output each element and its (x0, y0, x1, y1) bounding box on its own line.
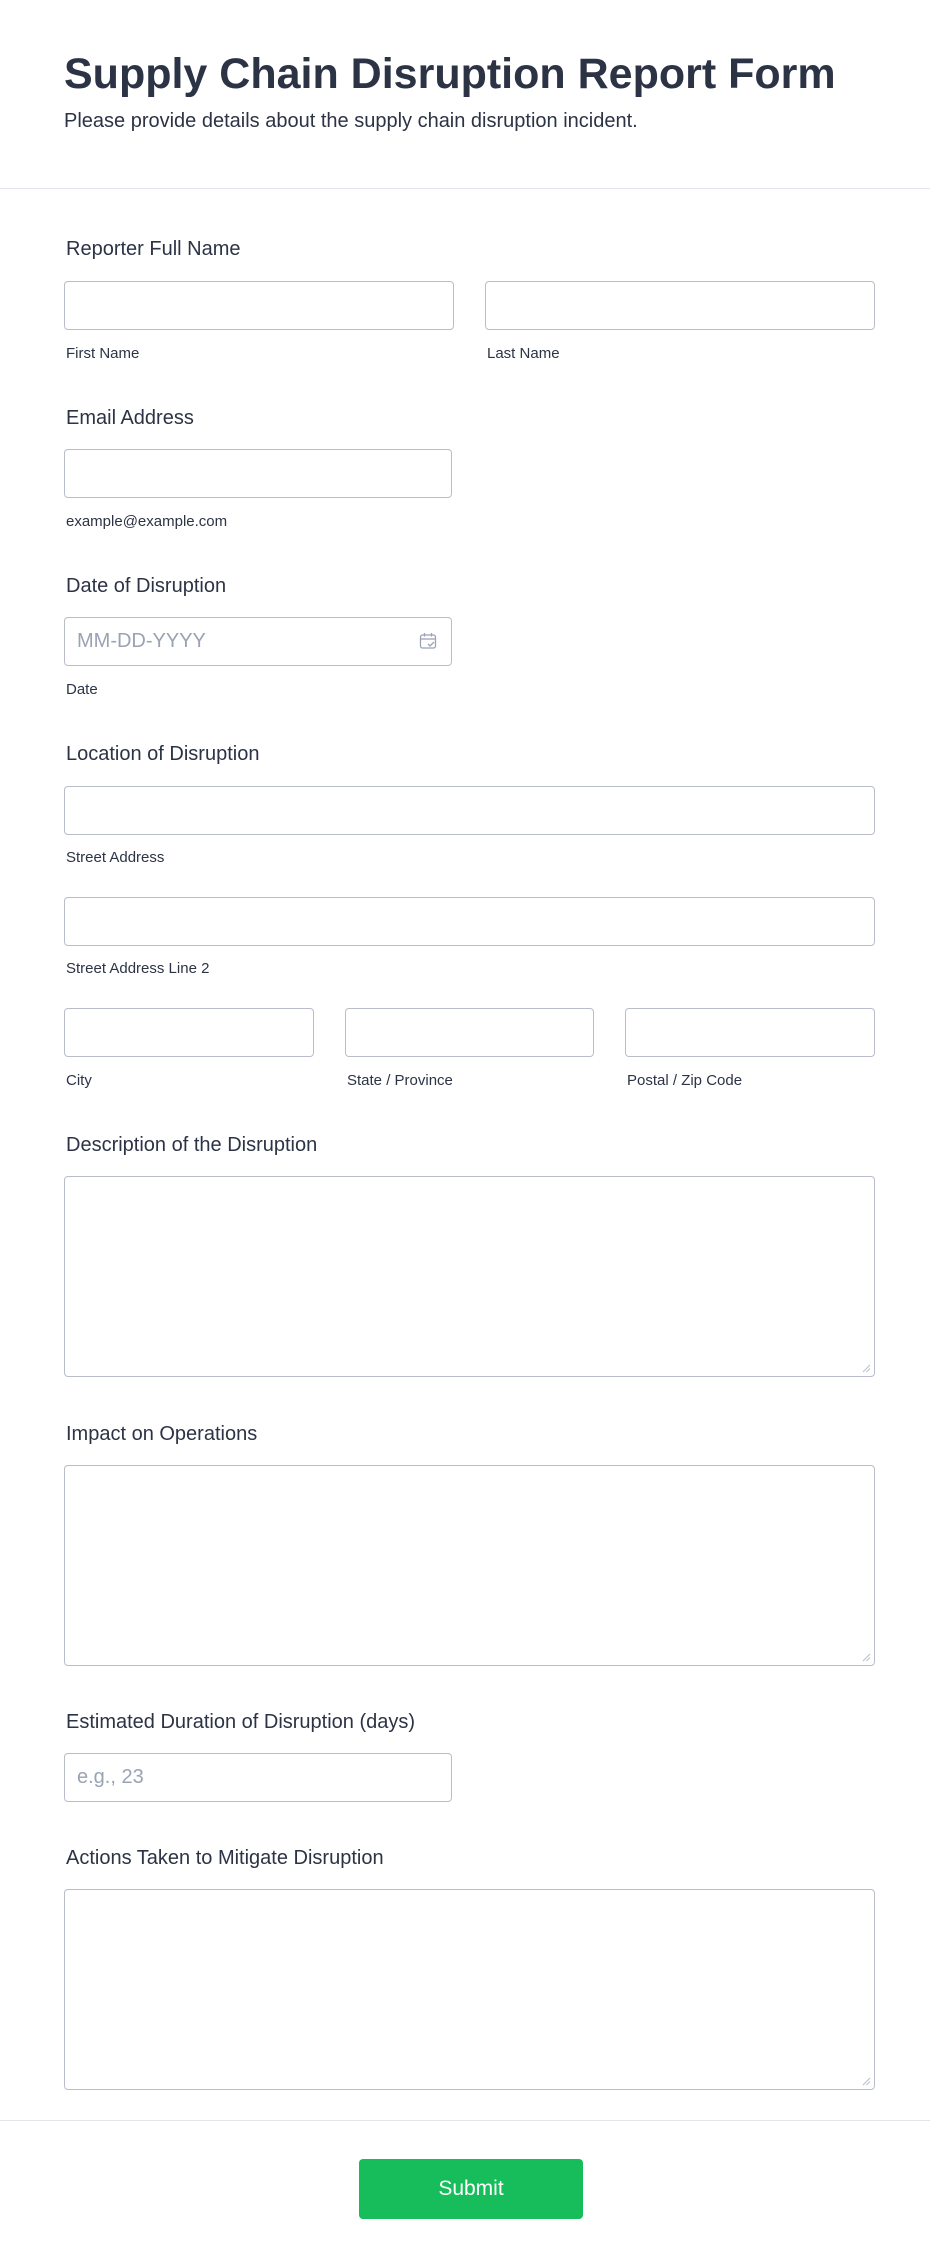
last-name-input[interactable] (486, 282, 874, 329)
actions-textarea-field[interactable] (64, 1889, 875, 2090)
form-footer (0, 2120, 930, 2267)
email-label: Email Address (66, 407, 194, 429)
date-field[interactable] (64, 617, 452, 666)
first-name-sublabel: First Name (66, 345, 140, 362)
street-address-sublabel: Street Address (66, 849, 165, 866)
zip-input[interactable] (626, 1009, 874, 1056)
email-input[interactable] (65, 450, 451, 497)
resize-grip-icon[interactable] (861, 1363, 871, 1373)
calendar-icon[interactable] (419, 632, 437, 650)
resize-grip-icon[interactable] (861, 2076, 871, 2086)
state-field[interactable] (345, 1008, 594, 1057)
duration-label: Estimated Duration of Disruption (days) (66, 1711, 416, 1733)
email-sublabel: example@example.com (66, 513, 228, 530)
date-input[interactable] (65, 618, 451, 665)
duration-input[interactable] (65, 1754, 451, 1801)
form-title: Supply Chain Disruption Report Form (64, 50, 836, 98)
form-header (0, 0, 930, 189)
city-input[interactable] (65, 1009, 313, 1056)
street-address-input[interactable] (65, 787, 874, 834)
state-sublabel: State / Province (347, 1072, 453, 1089)
email-field[interactable] (64, 449, 452, 498)
city-sublabel: City (66, 1072, 92, 1089)
first-name-input[interactable] (65, 282, 453, 329)
first-name-field[interactable] (64, 281, 454, 330)
description-label: Description of the Disruption (66, 1134, 318, 1156)
street-address-line2-field[interactable] (64, 897, 875, 946)
resize-grip-icon[interactable] (861, 1652, 871, 1662)
last-name-sublabel: Last Name (487, 345, 560, 362)
impact-textarea-field[interactable] (64, 1465, 875, 1666)
street-address-field[interactable] (64, 786, 875, 835)
actions-textarea[interactable] (65, 1890, 874, 2089)
zip-field[interactable] (625, 1008, 875, 1057)
date-sublabel: Date (66, 681, 98, 698)
state-input[interactable] (346, 1009, 593, 1056)
date-label: Date of Disruption (66, 575, 227, 597)
impact-label: Impact on Operations (66, 1423, 258, 1445)
street-address-line2-input[interactable] (65, 898, 874, 945)
location-label: Location of Disruption (66, 743, 260, 765)
duration-field[interactable] (64, 1753, 452, 1802)
impact-textarea[interactable] (65, 1466, 874, 1665)
form-subtitle: Please provide details about the supply chain disruption incident. (64, 110, 638, 132)
reporter-name-label: Reporter Full Name (66, 238, 241, 260)
actions-label: Actions Taken to Mitigate Disruption (66, 1847, 384, 1869)
zip-sublabel: Postal / Zip Code (627, 1072, 743, 1089)
description-textarea[interactable] (65, 1177, 874, 1376)
city-field[interactable] (64, 1008, 314, 1057)
last-name-field[interactable] (485, 281, 875, 330)
submit-button[interactable]: Submit (359, 2159, 583, 2219)
street-address-line2-sublabel: Street Address Line 2 (66, 960, 210, 977)
description-textarea-field[interactable] (64, 1176, 875, 1377)
